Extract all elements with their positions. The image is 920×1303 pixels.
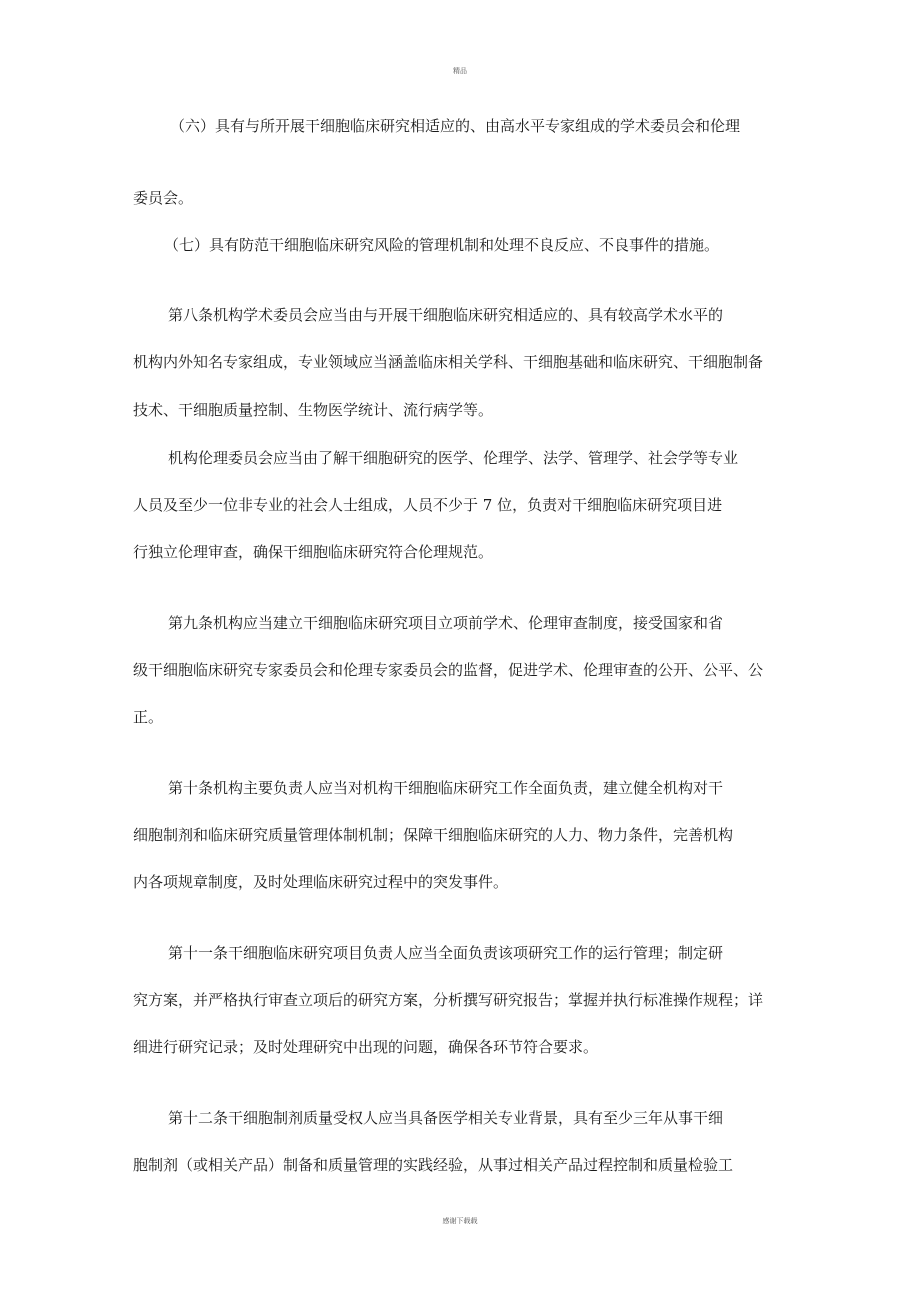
paragraph-line: 正。 xyxy=(133,708,164,726)
paragraph-line: 细胞制剂和临床研究质量管理体制机制；保障干细胞临床研究的人力、物力条件，完善机构 xyxy=(133,826,734,844)
paragraph-line: （六）具有与所开展干细胞临床研究相适应的、由高水平专家组成的学术委员会和伦理 xyxy=(170,117,741,135)
paragraph-line: 委员会。 xyxy=(133,189,194,207)
paragraph-line: 第十二条干细胞制剂质量受权人应当具备医学相关专业背景，具有至少三年从事干细 xyxy=(168,1109,724,1127)
paragraph-line: 内各项规章制度，及时处理临床研究过程中的突发事件。 xyxy=(133,873,509,891)
paragraph-line: 第八条机构学术委员会应当由与开展干细胞临床研究相适应的、具有较高学术水平的 xyxy=(168,306,724,324)
paragraph-line: 机构伦理委员会应当由了解干细胞研究的医学、伦理学、法学、管理学、社会学等专业 xyxy=(168,449,739,467)
paragraph-line: 级干细胞临床研究专家委员会和伦理专家委员会的监督，促进学术、伦理审查的公开、公平、公 xyxy=(133,661,764,679)
paragraph-line: 人员及至少一位非专业的社会人士组成，人员不少于 7 位，负责对干细胞临床研究项目进 xyxy=(133,496,723,514)
paragraph-line: 行独立伦理审查，确保干细胞临床研究符合伦理规范。 xyxy=(133,543,494,561)
paragraph-line: （七）具有防范干细胞临床研究风险的管理机制和处理不良反应、不良事件的措施。 xyxy=(164,236,720,254)
paragraph-line: 细进行研究记录；及时处理研究中出现的问题，确保各环节符合要求。 xyxy=(133,1038,599,1056)
footer-mark: 感谢下载载 xyxy=(442,1217,478,1225)
paragraph-line: 第十一条干细胞临床研究项目负责人应当全面负责该项研究工作的运行管理；制定研 xyxy=(168,944,724,962)
paragraph-line: 第十条机构主要负责人应当对机构干细胞临床研究工作全面负责，建立健全机构对干 xyxy=(168,779,724,797)
paragraph-line: 技术、干细胞质量控制、生物医学统计、流行病学等。 xyxy=(133,401,494,419)
paragraph-line: 第九条机构应当建立干细胞临床研究项目立项前学术、伦理审查制度，接受国家和省 xyxy=(168,614,724,632)
header-mark: 精品 xyxy=(453,67,467,75)
paragraph-line: 机构内外知名专家组成，专业领域应当涵盖临床相关学科、干细胞基础和临床研究、干细胞制备 xyxy=(133,353,764,371)
paragraph-line: 究方案，并严格执行审查立项后的研究方案，分析撰写研究报告；掌握并执行标准操作规程；详 xyxy=(133,991,764,1009)
paragraph-line: 胞制剂（或相关产品）制备和质量管理的实践经验，从事过相关产品过程控制和质量检验工 xyxy=(133,1156,734,1174)
